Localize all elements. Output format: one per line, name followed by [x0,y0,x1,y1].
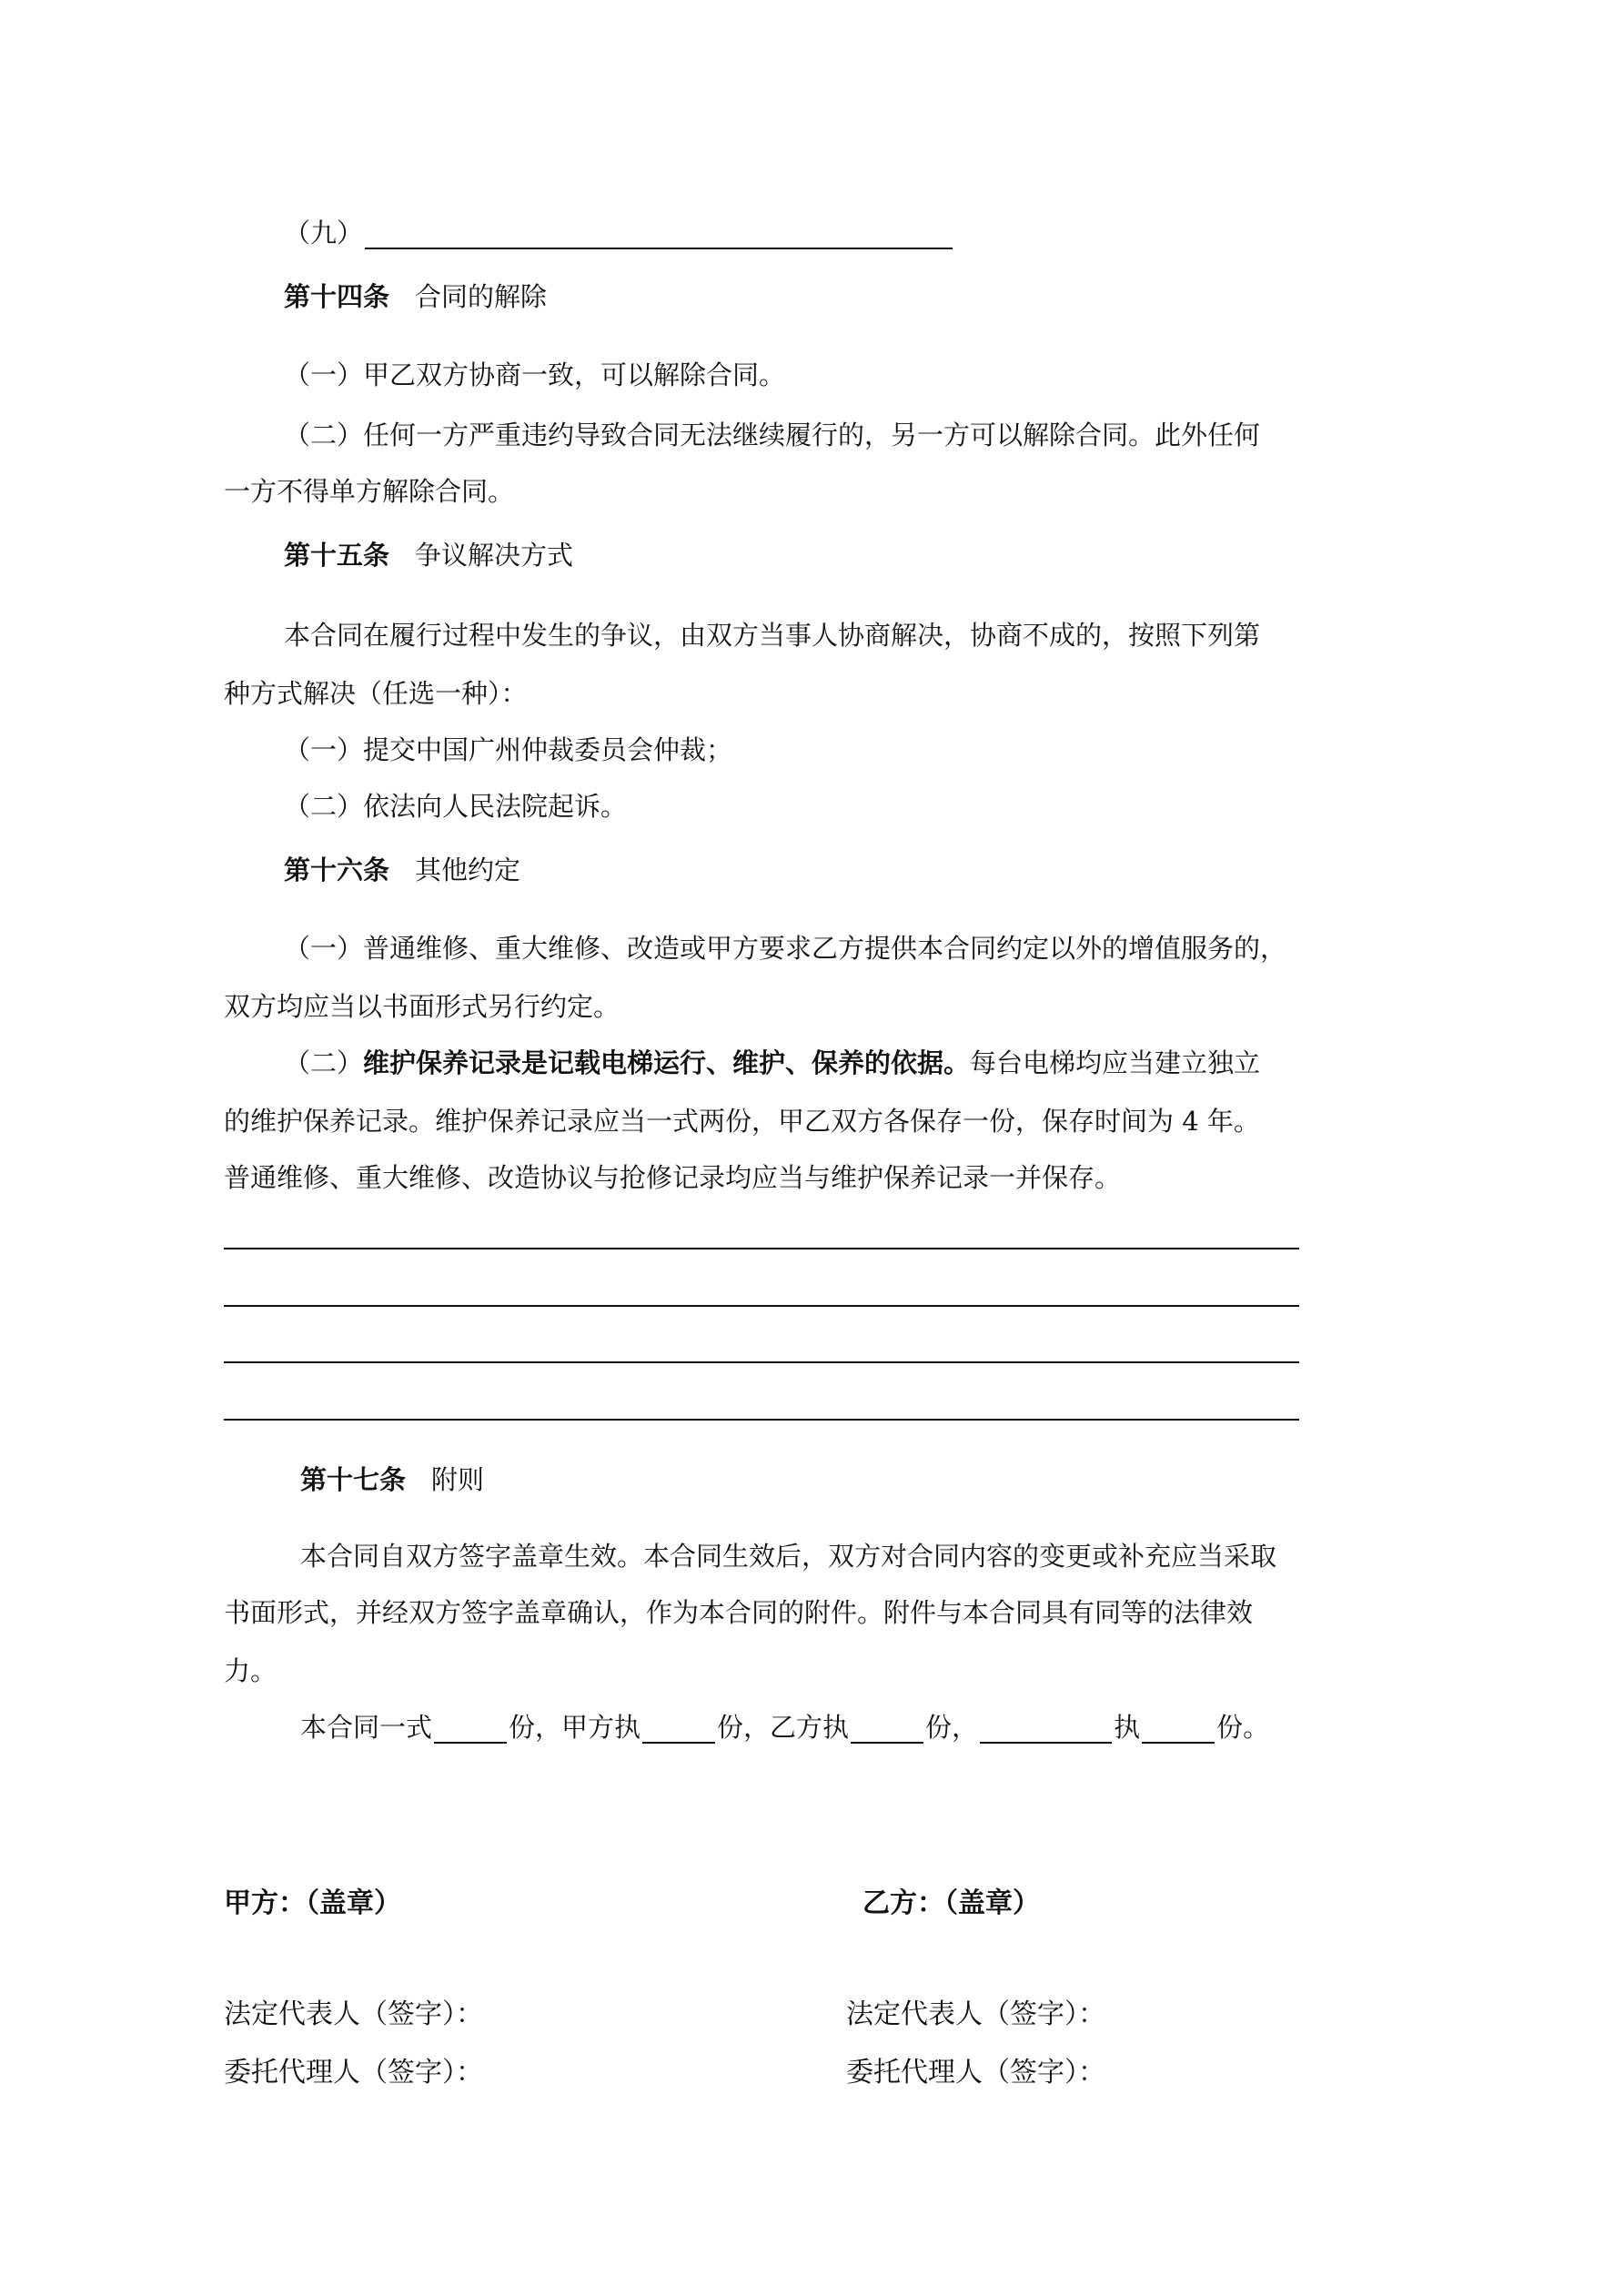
copies-text-4: 份， [925,1712,979,1743]
copies-text-2: 份，甲方执 [509,1712,641,1743]
article-15-title: 争议解决方式 [415,540,574,571]
copies-text-3: 份，乙方执 [717,1712,850,1743]
article-17-para-line-2: 书面形式，并经双方签字盖章确认，作为本合同的附件。附件与本合同具有同等的法律效 [224,1597,1254,1628]
copies-party-a-blank[interactable] [642,1714,715,1744]
fill-in-line-4[interactable] [224,1419,1299,1421]
article-16-heading [284,854,520,886]
article-15-number: 第十五条 [284,540,390,571]
article-14-number: 第十四条 [284,281,390,312]
article-14-heading [284,280,547,313]
copies-text-5: 执 [1114,1712,1141,1743]
party-a-stamp[interactable]: 甲方：（盖章） [224,1887,401,1919]
copies-party-b-blank[interactable] [851,1714,923,1744]
copies-other-holder-blank[interactable] [980,1714,1112,1744]
party-b-agent-signature[interactable]: 委托代理人（签字）： [846,2057,1105,2089]
fill-in-line-2[interactable] [224,1305,1299,1307]
article-17-title: 附则 [431,1464,485,1495]
copies-other-count-blank[interactable] [1142,1714,1215,1744]
article-16-clause-2-prefix: （二） [284,1047,364,1078]
article-17-heading [300,1463,484,1496]
article-14-title: 合同的解除 [415,281,548,312]
copies-text-6: 份。 [1216,1712,1270,1743]
article-15-option-1: （一）提交中国广州仲裁委员会仲裁； [284,734,733,765]
article-15-para-line-1: 本合同在履行过程中发生的争议，由双方当事人协商解决，协商不成的，按照下列第 [284,620,1261,651]
article-14-clause-2-line-2: 一方不得单方解除合同。 [224,476,515,507]
party-a-agent-signature[interactable]: 委托代理人（签字）： [224,2057,483,2089]
article-15-para-line-2: 种方式解决（任选一种）： [224,678,528,709]
fill-in-line-1[interactable] [224,1248,1299,1249]
article-16-clause-1-line-2: 双方均应当以书面形式另行约定。 [224,991,620,1022]
copies-text-1: 本合同一式 [300,1712,433,1743]
article-16-clause-2-rest: 每台电梯均应当建立独立 [970,1047,1261,1078]
party-b-legal-rep-signature[interactable]: 法定代表人（签字）： [846,1998,1105,2030]
item-nine [284,217,954,249]
copies-total-blank[interactable] [434,1714,507,1744]
article-17-para-line-3: 力。 [224,1655,277,1686]
party-b-stamp[interactable]: 乙方：（盖章） [862,1887,1040,1919]
article-16-clause-2-line-1 [284,1047,1260,1079]
article-16-clause-2-line-3: 普通维修、重大维修、改造协议与抢修记录均应当与维护保养记录一并保存。 [224,1162,1122,1193]
article-16-clause-1-line-1: （一）普通维修、重大维修、改造或甲方要求乙方提供本合同约定以外的增值服务的， [284,933,1287,964]
article-16-number: 第十六条 [284,855,390,885]
article-16-clause-2-line-2: 的维护保养记录。维护保养记录应当一式两份，甲乙双方各保存一份，保存时间为 4 年。 [224,1106,1260,1137]
article-15-option-2: （二）依法向人民法院起诉。 [284,791,628,822]
article-17-number: 第十七条 [300,1464,407,1495]
article-16-clause-2-bold: 维护保养记录是记载电梯运行、维护、保养的依据。 [363,1047,971,1078]
copies-clause [300,1711,1269,1744]
party-a-legal-rep-signature[interactable]: 法定代表人（签字）： [224,1998,483,2030]
article-15-heading [284,539,573,571]
fill-in-line-3[interactable] [224,1361,1299,1363]
item-nine-label: （九） [284,217,364,248]
item-nine-blank[interactable] [365,220,953,249]
article-16-title: 其他约定 [415,855,521,885]
article-14-clause-2-line-1: （二）任何一方严重违约导致合同无法继续履行的，另一方可以解除合同。此外任何 [284,420,1261,450]
article-17-para-line-1: 本合同自双方签字盖章生效。本合同生效后，双方对合同内容的变更或补充应当采取 [300,1541,1277,1572]
article-14-clause-1: （一）甲乙双方协商一致，可以解除合同。 [284,359,786,390]
